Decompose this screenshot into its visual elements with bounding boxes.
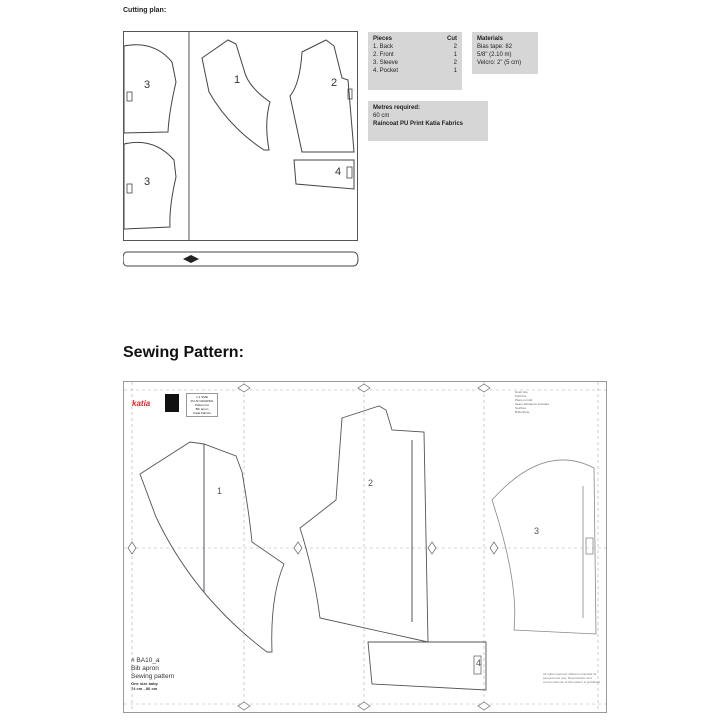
cut-piece-2: 2 bbox=[331, 77, 338, 89]
label-line: PLUS GRADING bbox=[190, 399, 214, 403]
piece-cut: 1 bbox=[453, 52, 457, 58]
legend-item: Notches bbox=[515, 406, 527, 410]
piece-cut: 2 bbox=[453, 44, 457, 50]
bias-tape-strip bbox=[123, 250, 359, 268]
label-line: Bib apron bbox=[195, 407, 209, 411]
piece-cut: 1 bbox=[453, 68, 457, 74]
pattern-name: Bib apron bbox=[131, 665, 159, 672]
legal-notice: All rights reserved. Patterns intended for personal use only. Reproduction and commercial use of this pattern is prohibited. bbox=[543, 672, 601, 684]
label-line: 1-1 SIZE bbox=[196, 395, 208, 399]
piece-name: 2. Front bbox=[373, 52, 394, 58]
cut-piece-4: 4 bbox=[335, 166, 342, 178]
label-line: Pattern for bbox=[194, 403, 209, 407]
pieces-row bbox=[373, 51, 457, 59]
metres-fabric: Raincoat PU Print Katia Fabrics bbox=[373, 121, 464, 127]
materials-line: Velcro: 2" (5 cm) bbox=[477, 60, 522, 66]
materials-line: 5/8" (2.10 m) bbox=[477, 52, 512, 58]
cut-piece-1: 1 bbox=[234, 74, 241, 86]
piece-name: 3. Sleeve bbox=[373, 60, 399, 66]
pattern-measure: 74 cm - 86 cm bbox=[131, 686, 158, 691]
cut-piece-3-bottom: 3 bbox=[144, 176, 151, 188]
materials-box bbox=[472, 32, 538, 74]
metres-header: Metres required: bbox=[373, 105, 421, 111]
piece-name: 1. Back bbox=[373, 44, 394, 50]
materials-line: Bias tape: 82 bbox=[477, 44, 513, 50]
pieces-row bbox=[373, 59, 457, 67]
pieces-row bbox=[373, 67, 457, 75]
legend-item: Place on fold bbox=[515, 398, 533, 402]
pattern-piece-2: 2 bbox=[368, 478, 374, 488]
pieces-table bbox=[368, 32, 462, 90]
piece-name: 4. Pocket bbox=[373, 68, 399, 74]
pattern-meta bbox=[131, 657, 174, 691]
pieces-header: Pieces bbox=[373, 36, 393, 42]
cut-header: Cut bbox=[447, 36, 457, 42]
pattern-legend bbox=[515, 390, 591, 414]
pattern-sheet bbox=[123, 381, 607, 713]
qr-code-icon bbox=[165, 394, 179, 412]
metres-box bbox=[368, 101, 488, 141]
cut-piece-3-top: 3 bbox=[144, 79, 151, 91]
cutting-plan-drawing bbox=[124, 32, 357, 240]
pattern-code: # BA10_a bbox=[131, 657, 160, 664]
pieces-row bbox=[373, 43, 457, 51]
legend-item: Seam allowance included bbox=[515, 402, 550, 406]
legend-item: Buttonhole bbox=[515, 410, 530, 414]
metres-amount: 60 cm bbox=[373, 113, 390, 119]
legend-item: Grain line bbox=[515, 390, 528, 394]
legend-item: Fold line bbox=[515, 394, 527, 398]
pattern-type: Sewing pattern bbox=[131, 673, 175, 680]
pattern-piece-1: 1 bbox=[217, 486, 223, 496]
cutting-plan-board bbox=[123, 31, 358, 241]
cutting-plan-title: Cutting plan: bbox=[123, 7, 167, 14]
pattern-piece-4: 4 bbox=[476, 658, 482, 668]
pattern-size: One size baby bbox=[131, 681, 158, 686]
piece-cut: 2 bbox=[453, 60, 457, 66]
sewing-pattern-title: Sewing Pattern: bbox=[123, 344, 244, 361]
katia-logo: katia bbox=[132, 399, 151, 408]
label-line: Katia Fabrics bbox=[193, 411, 211, 415]
pattern-drawing bbox=[124, 382, 606, 712]
materials-header: Materials bbox=[477, 36, 504, 42]
pattern-piece-3: 3 bbox=[534, 526, 540, 536]
pattern-label bbox=[186, 393, 218, 417]
